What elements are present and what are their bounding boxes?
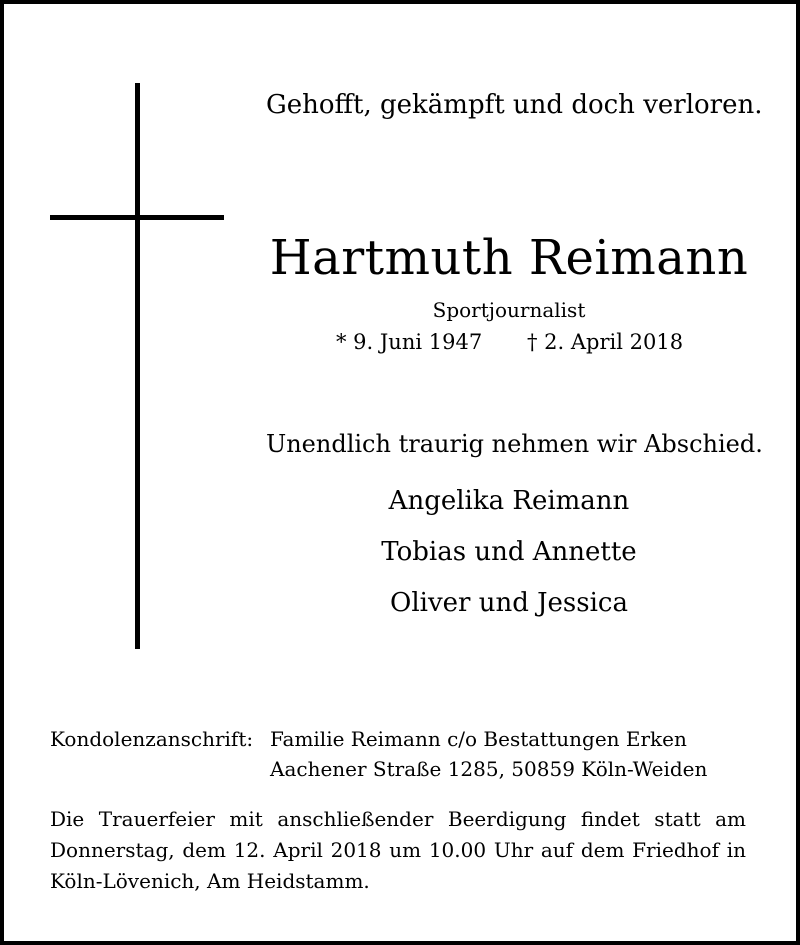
deceased-name: Hartmuth Reimann	[269, 230, 749, 286]
mourner-name: Oliver und Jessica	[390, 588, 628, 618]
mourner-name: Angelika Reimann	[388, 486, 630, 516]
service-details: Die Trauerfeier mit anschließender Beerdigung findet statt am Donnerstag, dem 12. April 2018 um 10.00 Uhr auf dem Friedhof in Köln-Lövenich, Am Heidstamm.	[50, 807, 746, 893]
motto: Gehofft, gekämpft und doch verloren.	[266, 90, 763, 120]
condolence-address-line: Aachener Straße 1285, 50859 Köln-Weiden	[270, 757, 708, 781]
farewell-text: Unendlich traurig nehmen wir Abschied.	[266, 430, 763, 458]
deceased-profession: Sportjournalist	[432, 298, 586, 322]
cross-icon-crossbar	[50, 215, 224, 220]
death-date: † 2. April 2018	[527, 330, 684, 354]
condolence-address-line: Familie Reimann c/o Bestattungen Erken	[270, 727, 687, 751]
condolence-label: Kondolenzanschrift:	[50, 727, 254, 751]
mourner-name: Tobias und Annette	[381, 537, 637, 567]
birth-date: * 9. Juni 1947	[336, 330, 483, 354]
